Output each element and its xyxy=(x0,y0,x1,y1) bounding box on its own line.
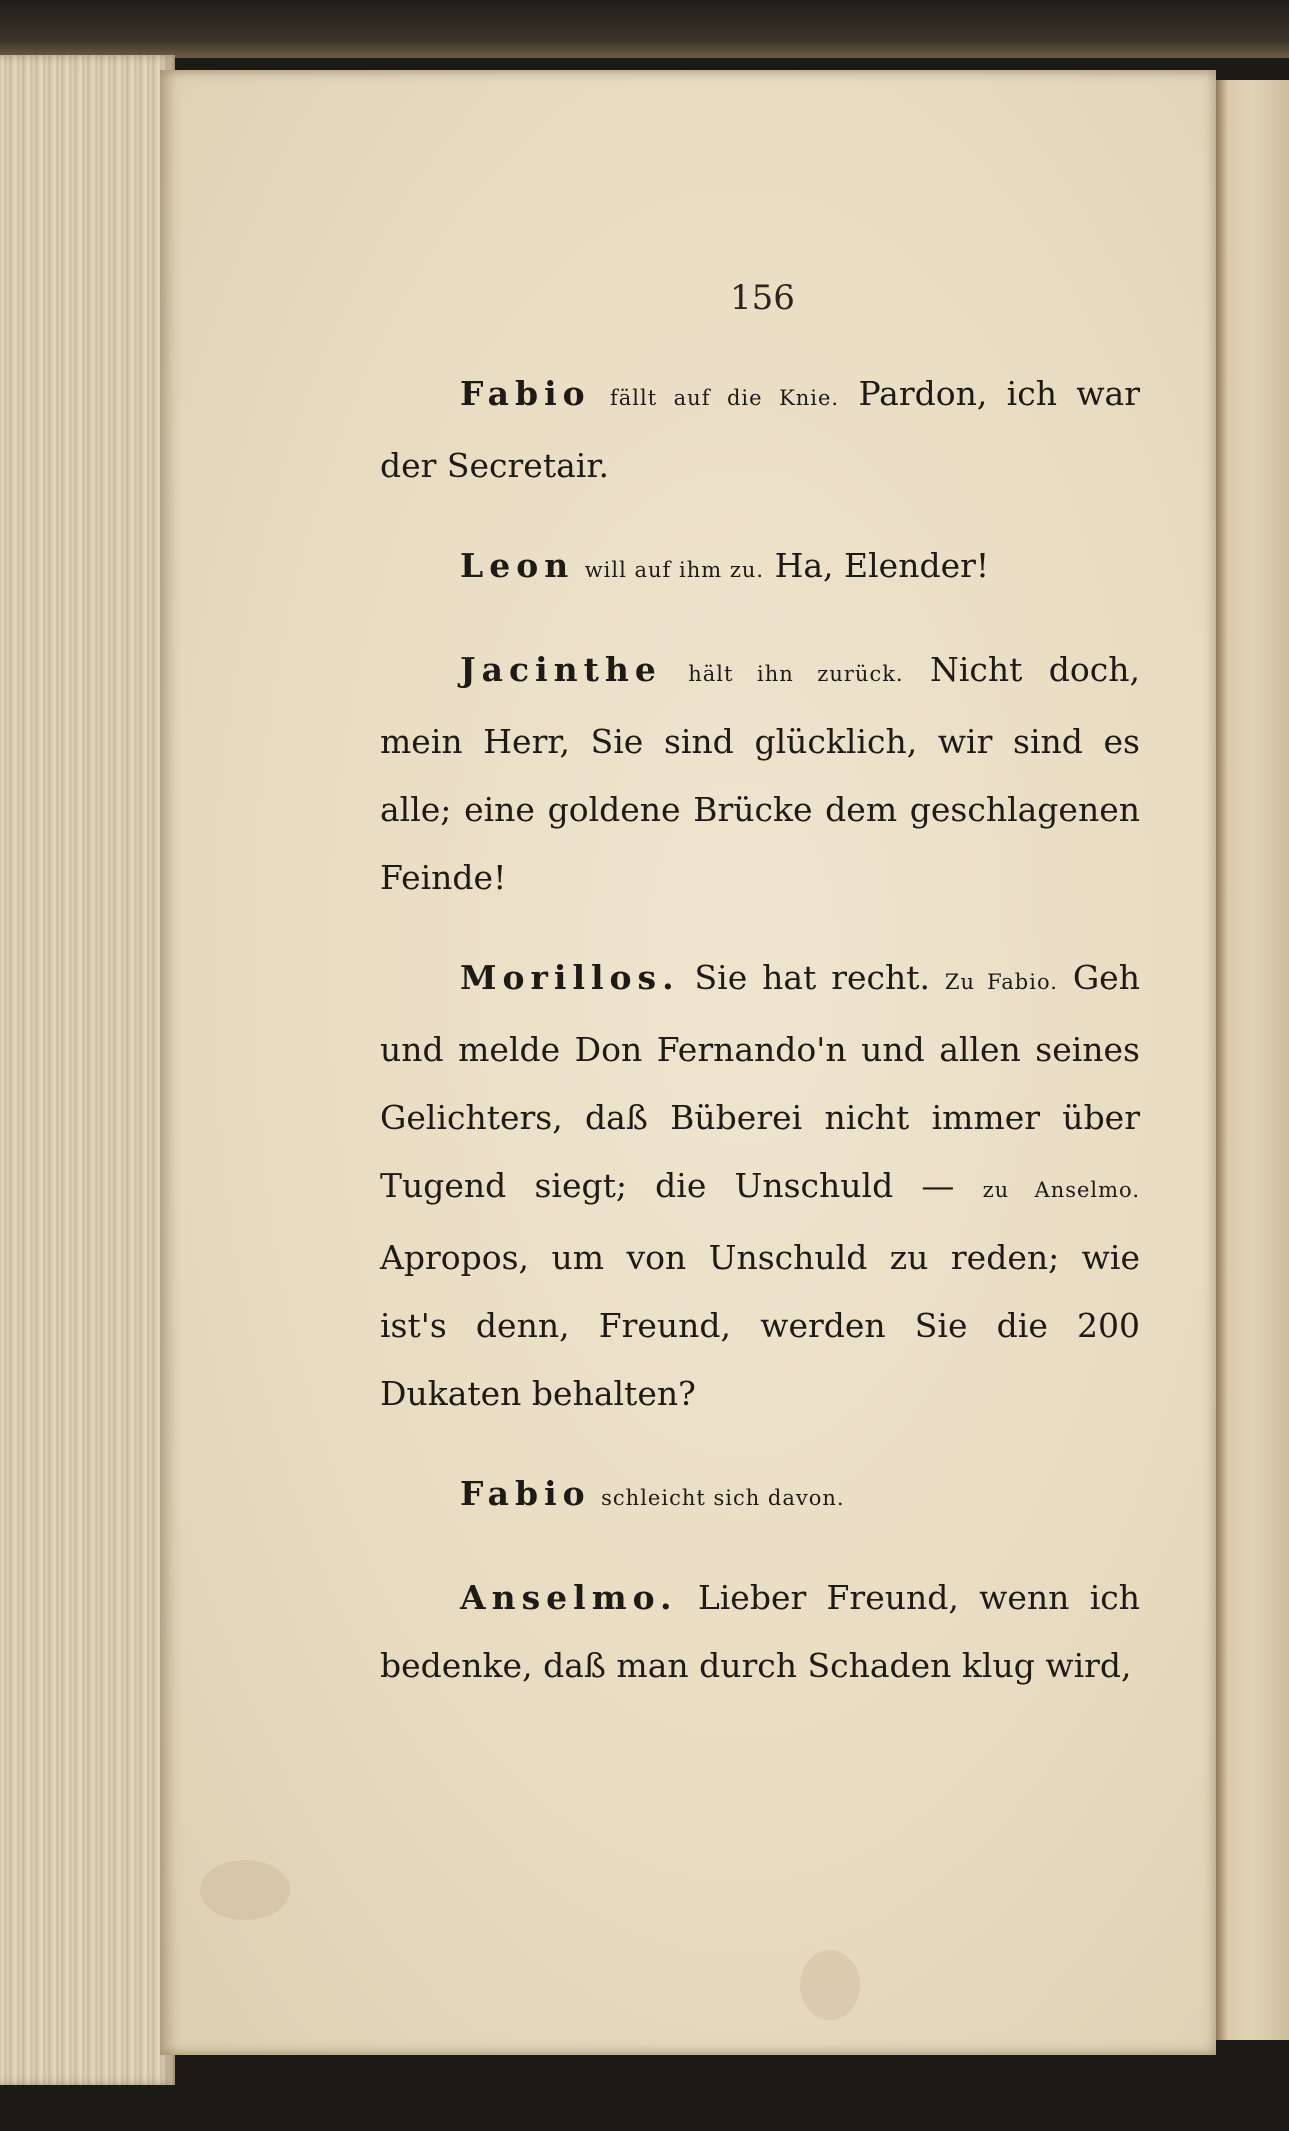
speaker-name: Anselmo. xyxy=(460,1578,678,1617)
speaker-name: Jacinthe xyxy=(460,650,662,689)
dialogue-text: Ha, Elender! xyxy=(774,546,990,585)
play-text xyxy=(380,360,1140,1732)
paragraph-jacinthe xyxy=(380,636,1140,912)
paper-stain xyxy=(200,1860,290,1920)
speaker-name: Fabio xyxy=(460,374,591,413)
page-edges-left xyxy=(0,55,175,2085)
speaker-name: Leon xyxy=(460,546,575,585)
stage-direction: Zu Fabio. xyxy=(944,970,1058,994)
dialogue-text: Nicht doch, mein Herr, Sie sind glücklich, wir sind es alle; eine goldene Brücke dem geschlagenen Feinde! xyxy=(380,650,1140,897)
stage-direction: hält ihn zurück. xyxy=(688,662,904,686)
paragraph-leon xyxy=(380,532,1140,604)
dialogue-text: Apropos, um von Unschuld zu reden; wie ist's denn, Freund, werden Sie die 200 Dukaten behalten? xyxy=(380,1238,1140,1413)
paper-stain xyxy=(800,1950,860,2020)
page-number: 156 xyxy=(730,278,795,318)
speaker-name: Fabio xyxy=(460,1474,591,1513)
paragraph-fabio-2 xyxy=(380,1460,1140,1532)
scan-top-edge xyxy=(0,0,1289,58)
paragraph-fabio-1 xyxy=(380,360,1140,500)
dialogue-text: Pardon, ich war der Secretair. xyxy=(380,374,1140,485)
page-edge-right xyxy=(1212,80,1289,2040)
speaker-name: Morillos. xyxy=(460,958,680,997)
dialogue-text: Sie hat recht. xyxy=(694,958,931,997)
dialogue-text: Geh und melde Don Fernando'n und allen seines Gelichters, daß Büberei nicht immer über Tugend siegt; die Unschuld — xyxy=(380,958,1140,1205)
stage-direction: fällt auf die Knie. xyxy=(609,386,840,410)
paragraph-morillos xyxy=(380,944,1140,1428)
paragraph-anselmo xyxy=(380,1564,1140,1700)
stage-direction: schleicht sich davon. xyxy=(601,1486,845,1510)
stage-direction: will auf ihm zu. xyxy=(584,558,765,582)
stage-direction: zu Anselmo. xyxy=(982,1178,1140,1202)
dialogue-text: Lieber Freund, wenn ich bedenke, daß man durch Schaden klug wird, xyxy=(380,1578,1140,1685)
